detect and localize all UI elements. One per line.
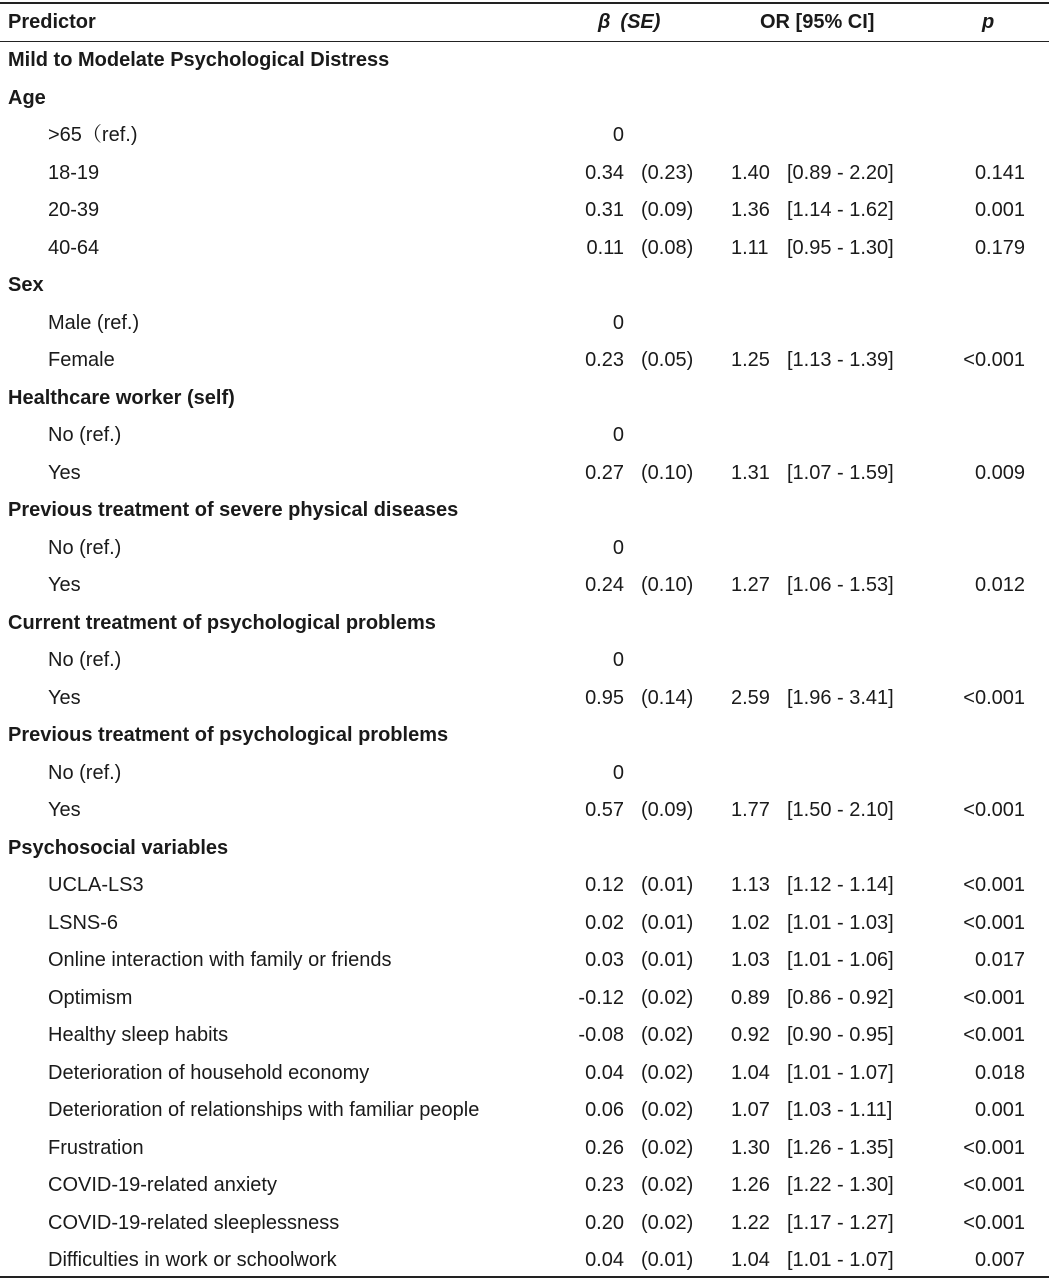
ci-value: [1.14 - 1.62]: [787, 199, 894, 221]
or-value: 0.92: [731, 1024, 770, 1046]
se-value: (0.02): [641, 1061, 694, 1084]
beta-value: 0.20: [585, 1211, 624, 1234]
predictor-label: Deterioration of household economy: [48, 1061, 370, 1084]
se-value: (0.01): [641, 949, 694, 971]
p-value: <0.001: [963, 349, 1025, 371]
p-value: <0.001: [963, 874, 1025, 896]
table-row: [0, 642, 1049, 679]
section-row: [0, 42, 1049, 79]
or-value: 1.26: [731, 1174, 770, 1196]
beta-value: 0: [612, 311, 624, 334]
beta-value: 0: [612, 649, 624, 671]
ci-value: [1.26 - 1.35]: [787, 1136, 894, 1159]
beta-value: 0.95: [585, 686, 624, 709]
p-value: 0.007: [974, 1249, 1025, 1271]
predictor-label: UCLA-LS3: [48, 874, 144, 896]
ci-value: [1.01 - 1.07]: [787, 1249, 894, 1271]
predictor-label: Yes: [48, 799, 81, 821]
predictor-label: Healthy sleep habits: [48, 1024, 229, 1046]
or-value: 0.89: [731, 986, 770, 1009]
beta-value: 0.57: [585, 799, 624, 821]
p-value: 0.017: [974, 949, 1025, 971]
ci-value: [1.07 - 1.59]: [787, 461, 894, 484]
ci-value: [0.95 - 1.30]: [787, 236, 894, 259]
beta-value: 0.02: [585, 911, 624, 934]
predictor-label: LSNS-6: [48, 911, 119, 934]
beta-value: 0.31: [585, 199, 624, 221]
se-value: (0.10): [641, 461, 694, 484]
beta-value: 0.24: [585, 574, 624, 596]
section-row: [0, 80, 1049, 117]
p-value: <0.001: [963, 799, 1025, 821]
p-value: 0.018: [974, 1061, 1025, 1084]
predictor-label: Female: [48, 349, 115, 371]
beta-value: 0.23: [585, 1174, 624, 1196]
table-header: [0, 4, 1049, 41]
se-value: (0.01): [641, 874, 694, 896]
table-row: [0, 230, 1049, 267]
section-row: [0, 492, 1049, 529]
se-value: (0.09): [641, 799, 694, 821]
p-value: <0.001: [963, 686, 1025, 709]
section-row: [0, 380, 1049, 417]
beta-value: -0.12: [578, 986, 624, 1009]
beta-value: 0: [612, 424, 624, 446]
table-bottom-rule: [0, 1276, 1049, 1278]
header-se: (SE): [620, 11, 661, 33]
section-label: Previous treatment of psychological problems: [8, 724, 449, 746]
or-value: 1.30: [731, 1136, 770, 1159]
p-value: <0.001: [963, 1136, 1025, 1159]
or-value: 2.59: [731, 686, 770, 709]
table-row: [0, 942, 1049, 979]
predictor-label: 20-39: [48, 199, 100, 221]
predictor-label: >65（ref.): [48, 124, 138, 146]
header-beta-se: [598, 4, 660, 41]
table-row: [0, 680, 1049, 717]
table-row: [0, 755, 1049, 792]
header-or-ci: OR [95% CI]: [760, 11, 875, 33]
p-value: <0.001: [963, 1174, 1025, 1196]
p-value: 0.141: [974, 161, 1025, 184]
table-row: [0, 305, 1049, 342]
predictor-label: Frustration: [48, 1136, 144, 1159]
se-value: (0.10): [641, 574, 694, 596]
table-row: [0, 1167, 1049, 1204]
or-value: 1.22: [731, 1211, 770, 1234]
p-value: 0.012: [974, 574, 1025, 596]
table-row: [0, 117, 1049, 154]
predictor-label: Yes: [48, 686, 81, 709]
beta-value: 0.34: [585, 161, 624, 184]
table-row: [0, 1092, 1049, 1129]
se-value: (0.02): [641, 986, 694, 1009]
beta-value: 0.04: [585, 1061, 624, 1084]
ci-value: [1.96 - 3.41]: [787, 686, 894, 709]
se-value: (0.09): [641, 199, 694, 221]
predictor-label: Yes: [48, 574, 81, 596]
ci-value: [1.50 - 2.10]: [787, 799, 894, 821]
table-row: [0, 342, 1049, 379]
or-value: 1.31: [731, 461, 770, 484]
table-row: [0, 417, 1049, 454]
ci-value: [1.01 - 1.07]: [787, 1061, 894, 1084]
predictor-label: COVID-19-related sleeplessness: [48, 1211, 340, 1234]
ci-value: [1.01 - 1.06]: [787, 949, 894, 971]
or-value: 1.04: [731, 1061, 770, 1084]
beta-value: 0: [612, 536, 624, 559]
table-row: [0, 1130, 1049, 1167]
predictor-label: COVID-19-related anxiety: [48, 1174, 277, 1196]
se-value: (0.02): [641, 1024, 694, 1046]
se-value: (0.02): [641, 1211, 694, 1234]
predictor-label: No (ref.): [48, 649, 122, 671]
or-value: 1.40: [731, 161, 770, 184]
table-row: [0, 530, 1049, 567]
or-value: 1.02: [731, 911, 770, 934]
beta-value: 0.26: [585, 1136, 624, 1159]
section-row: [0, 717, 1049, 754]
section-label: Psychosocial variables: [8, 836, 229, 859]
se-value: (0.05): [641, 349, 694, 371]
p-value: <0.001: [963, 911, 1025, 934]
ci-value: [1.13 - 1.39]: [787, 349, 894, 371]
predictor-label: 18-19: [48, 161, 100, 184]
p-value: <0.001: [963, 986, 1025, 1009]
beta-value: 0: [612, 761, 624, 784]
se-value: (0.02): [641, 1174, 694, 1196]
ci-value: [0.89 - 2.20]: [787, 161, 894, 184]
p-value: 0.001: [974, 1099, 1025, 1121]
ci-value: [0.86 - 0.92]: [787, 986, 894, 1009]
ci-value: [1.06 - 1.53]: [787, 574, 894, 596]
predictor-label: No (ref.): [48, 761, 122, 784]
predictor-label: Deterioration of relationships with familiar people: [48, 1099, 480, 1121]
table-row: [0, 980, 1049, 1017]
header-p: p: [982, 11, 995, 33]
predictor-label: 40-64: [48, 236, 100, 259]
table-row: [0, 1055, 1049, 1092]
predictor-label: Optimism: [48, 986, 133, 1009]
or-value: 1.03: [731, 949, 770, 971]
se-value: (0.08): [641, 236, 694, 259]
se-value: (0.02): [641, 1136, 694, 1159]
se-value: (0.01): [641, 1249, 694, 1271]
se-value: (0.23): [641, 161, 694, 184]
or-value: 1.04: [731, 1249, 770, 1271]
table-row: [0, 1017, 1049, 1054]
ci-value: [1.22 - 1.30]: [787, 1174, 894, 1196]
se-value: (0.02): [641, 1099, 694, 1121]
beta-value: 0.06: [585, 1099, 624, 1121]
table-row: [0, 455, 1049, 492]
or-value: 1.25: [731, 349, 770, 371]
ci-value: [0.90 - 0.95]: [787, 1024, 894, 1046]
se-value: (0.14): [641, 686, 694, 709]
section-label: Healthcare worker (self): [8, 386, 235, 409]
ci-value: [1.01 - 1.03]: [787, 911, 894, 934]
p-value: 0.001: [974, 199, 1025, 221]
section-label: Sex: [8, 274, 44, 296]
beta-value: 0.12: [585, 874, 624, 896]
beta-value: 0.11: [586, 236, 624, 259]
p-value: 0.009: [974, 461, 1025, 484]
table-row: [0, 905, 1049, 942]
predictor-label: Male (ref.): [48, 311, 140, 334]
table-row: [0, 792, 1049, 829]
or-value: 1.27: [731, 574, 770, 596]
table-row: [0, 867, 1049, 904]
section-label: Current treatment of psychological problems: [8, 611, 436, 634]
header-predictor: Predictor: [8, 11, 96, 33]
table-row: [0, 155, 1049, 192]
section-label: Previous treatment of severe physical diseases: [8, 499, 459, 521]
section-row: [0, 605, 1049, 642]
beta-value: 0.03: [585, 949, 624, 971]
predictor-label: No (ref.): [48, 424, 122, 446]
or-value: 1.77: [731, 799, 770, 821]
predictor-label: No (ref.): [48, 536, 122, 559]
or-value: 1.36: [731, 199, 770, 221]
beta-value: -0.08: [578, 1024, 624, 1046]
table-row: [0, 1242, 1049, 1279]
beta-value: 0.23: [585, 349, 624, 371]
ci-value: [1.03 - 1.11]: [787, 1099, 893, 1121]
p-value: <0.001: [963, 1024, 1025, 1046]
table-row: [0, 567, 1049, 604]
or-value: 1.11: [731, 236, 769, 259]
predictor-label: Yes: [48, 461, 81, 484]
table-row: [0, 192, 1049, 229]
section-row: [0, 267, 1049, 304]
section-label: Age: [8, 86, 46, 109]
predictor-label: Online interaction with family or friends: [48, 949, 392, 971]
predictor-label: Difficulties in work or schoolwork: [48, 1249, 337, 1271]
section-label: Mild to Modelate Psychological Distress: [8, 49, 390, 71]
table-row: [0, 1205, 1049, 1242]
header-beta: β: [598, 11, 611, 33]
beta-value: 0: [612, 124, 624, 146]
or-value: 1.13: [731, 874, 770, 896]
ci-value: [1.17 - 1.27]: [787, 1211, 894, 1234]
or-value: 1.07: [731, 1099, 770, 1121]
beta-value: 0.04: [585, 1249, 624, 1271]
ci-value: [1.12 - 1.14]: [787, 874, 894, 896]
section-row: [0, 830, 1049, 867]
p-value: 0.179: [974, 236, 1025, 259]
beta-value: 0.27: [585, 461, 624, 484]
p-value: <0.001: [963, 1211, 1025, 1234]
se-value: (0.01): [641, 911, 694, 934]
